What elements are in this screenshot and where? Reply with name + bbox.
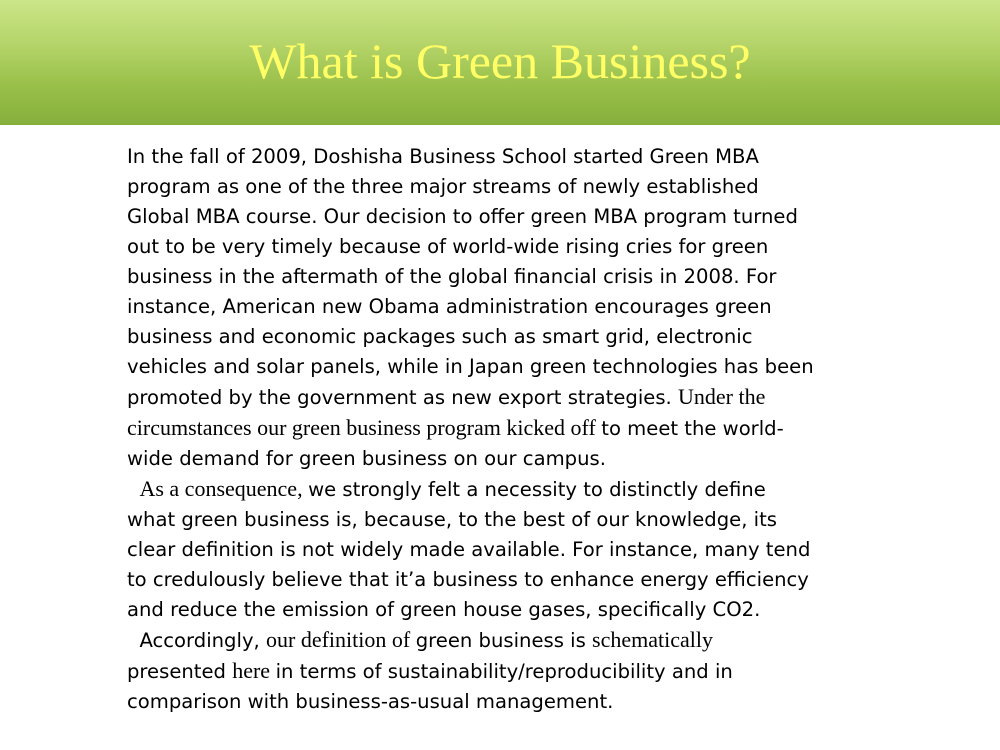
text-run: instance, American new Obama administration encourages green: [127, 295, 772, 318]
text-run-serif: Under the: [678, 384, 766, 409]
text-run: [127, 478, 139, 501]
text-line: [127, 262, 887, 292]
text-run: in terms of sustainability/reproducibility and in: [275, 660, 733, 683]
text-line: [127, 595, 887, 625]
text-run: to meet the world-: [601, 417, 784, 440]
text-run: business and economic packages such as smart grid, electronic: [127, 325, 753, 348]
text-line: [127, 625, 887, 656]
text-run: green business is: [415, 629, 593, 652]
text-run: In the fall of 2009, Doshisha Business School started Green MBA: [127, 145, 759, 168]
text-run-serif: schematically: [592, 627, 713, 652]
text-run: program as one of the three major streams of newly established: [127, 175, 759, 198]
text-line: [127, 413, 887, 444]
text-run-serif: here: [232, 658, 276, 683]
text-line: [127, 444, 887, 474]
text-run: vehicles and solar panels, while in Japan green technologies has been: [127, 355, 814, 378]
text-run: wide demand for green business on our campus.: [127, 447, 606, 470]
text-run: promoted by the government as new export strategies.: [127, 386, 679, 409]
text-run: Accordingly,: [127, 629, 266, 652]
text-run: out to be very timely because of world-wide rising cries for green: [127, 235, 769, 258]
text-line: [127, 687, 887, 717]
text-line: [127, 535, 887, 565]
text-line: [127, 202, 887, 232]
text-run: to credulously believe that it’a business to enhance energy efficiency: [127, 568, 809, 591]
text-line: [127, 352, 887, 382]
text-run-serif: circumstances our green business program kicked off: [127, 415, 602, 440]
body-text: [127, 142, 887, 717]
text-run: we strongly felt a necessity to distinctly define: [308, 478, 766, 501]
text-run: and reduce the emission of green house gases, specifically CO2.: [127, 598, 761, 621]
text-line: [127, 292, 887, 322]
text-line: [127, 565, 887, 595]
text-run: business in the aftermath of the global financial crisis in 2008. For: [127, 265, 777, 288]
text-line: [127, 505, 887, 535]
text-run: Global MBA course. Our decision to offer green MBA program turned: [127, 205, 798, 228]
text-line: [127, 142, 887, 172]
text-run-serif: our definition of: [266, 627, 416, 652]
text-line: [127, 656, 887, 687]
text-line: [127, 474, 887, 505]
text-run: presented: [127, 660, 233, 683]
text-line: [127, 172, 887, 202]
text-run: comparison with business-as-usual management.: [127, 690, 614, 713]
text-line: [127, 322, 887, 352]
slide-title: What is Green Business?: [249, 33, 751, 89]
text-line: [127, 232, 887, 262]
text-run: what green business is, because, to the best of our knowledge, its: [127, 508, 778, 531]
text-run-serif: As a consequence,: [139, 476, 309, 501]
text-run: clear definition is not widely made available. For instance, many tend: [127, 538, 811, 561]
text-line: [127, 382, 887, 413]
